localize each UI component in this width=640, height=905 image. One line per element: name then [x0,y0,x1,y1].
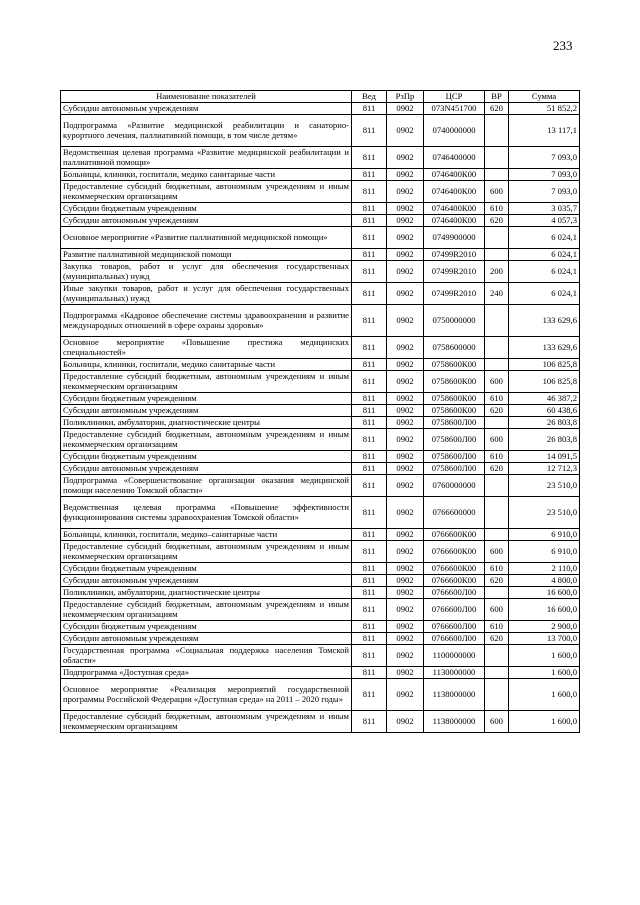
row-sum-cell: 16 600,0 [509,599,580,621]
row-csr-cell: 0766600К00 [424,575,485,587]
header-name: Наименование показателей [61,91,352,103]
row-name-cell: Субсидии автономным учреждениям [61,215,352,227]
table-row [61,359,580,371]
row-name-cell: Предоставление субсидий бюджетным, автономным учреждениям и иным некоммерческим организациям [61,599,352,621]
table-row [61,169,580,181]
row-rzpr-cell: 0902 [387,181,424,203]
row-rzpr-cell: 0902 [387,679,424,711]
row-ved-cell: 811 [352,337,387,359]
row-ved-cell: 811 [352,169,387,181]
row-sum-cell: 106 825,8 [509,371,580,393]
row-csr-cell: 1138000000 [424,679,485,711]
row-csr-cell: 0766600К00 [424,563,485,575]
row-csr-cell: 0758600К00 [424,405,485,417]
table-row [61,181,580,203]
table-body [61,103,580,733]
row-csr-cell: 0750000000 [424,305,485,337]
row-ved-cell: 811 [352,261,387,283]
row-name-cell: Предоставление субсидий бюджетным, автономным учреждениям и иным некоммерческим организациям [61,541,352,563]
row-vr-cell: 200 [485,261,509,283]
row-csr-cell: 07499R2010 [424,249,485,261]
row-vr-cell [485,529,509,541]
row-vr-cell [485,667,509,679]
row-sum-cell: 2 110,0 [509,563,580,575]
table-row [61,429,580,451]
row-rzpr-cell: 0902 [387,711,424,733]
row-vr-cell: 620 [485,405,509,417]
row-ved-cell: 811 [352,393,387,405]
row-rzpr-cell: 0902 [387,599,424,621]
table-row [61,667,580,679]
row-vr-cell [485,337,509,359]
table-row [61,529,580,541]
row-rzpr-cell: 0902 [387,359,424,371]
row-sum-cell: 6 024,1 [509,261,580,283]
row-rzpr-cell: 0902 [387,575,424,587]
row-vr-cell: 610 [485,451,509,463]
row-vr-cell: 610 [485,563,509,575]
row-ved-cell: 811 [352,359,387,371]
row-name-cell: Развитие паллиативной медицинской помощи [61,249,352,261]
row-vr-cell [485,645,509,667]
row-rzpr-cell: 0902 [387,667,424,679]
table-row [61,115,580,147]
row-csr-cell: 0758600К00 [424,359,485,371]
row-ved-cell: 811 [352,497,387,529]
header-rzpr: РзПр [387,91,424,103]
row-rzpr-cell: 0902 [387,529,424,541]
row-sum-cell: 7 093,0 [509,147,580,169]
row-sum-cell: 133 629,6 [509,305,580,337]
table-row [61,337,580,359]
row-vr-cell [485,305,509,337]
row-csr-cell: 0746400К00 [424,215,485,227]
table-row [61,621,580,633]
row-vr-cell [485,417,509,429]
row-sum-cell: 1 600,0 [509,667,580,679]
row-name-cell: Иные закупки товаров, работ и услуг для обеспечения государственных (муниципальных) нужд [61,283,352,305]
row-vr-cell: 620 [485,633,509,645]
row-name-cell: Подпрограмма «Совершенствование организации оказания медицинской помощи населению Томской области» [61,475,352,497]
row-name-cell: Субсидии бюджетным учреждениям [61,563,352,575]
row-ved-cell: 811 [352,215,387,227]
row-vr-cell: 620 [485,463,509,475]
header-sum: Сумма [509,91,580,103]
row-sum-cell: 16 600,0 [509,587,580,599]
row-csr-cell: 0758600Л00 [424,451,485,463]
row-rzpr-cell: 0902 [387,261,424,283]
row-name-cell: Больницы, клиники, госпитали, медико–санитарные части [61,529,352,541]
table-row [61,147,580,169]
row-name-cell: Больницы, клиники, госпитали, медико санитарные части [61,169,352,181]
row-sum-cell: 13 117,1 [509,115,580,147]
row-ved-cell: 811 [352,541,387,563]
table-row [61,599,580,621]
row-ved-cell: 811 [352,283,387,305]
row-vr-cell [485,359,509,371]
row-csr-cell: 0766600К00 [424,529,485,541]
row-csr-cell: 0766600Л00 [424,633,485,645]
row-sum-cell: 1 600,0 [509,679,580,711]
row-ved-cell: 811 [352,645,387,667]
row-rzpr-cell: 0902 [387,633,424,645]
row-vr-cell [485,497,509,529]
row-vr-cell: 620 [485,103,509,115]
row-csr-cell: 0766600000 [424,497,485,529]
row-ved-cell: 811 [352,103,387,115]
row-ved-cell: 811 [352,147,387,169]
row-sum-cell: 6 024,1 [509,249,580,261]
row-rzpr-cell: 0902 [387,541,424,563]
row-vr-cell [485,169,509,181]
row-ved-cell: 811 [352,633,387,645]
row-vr-cell: 600 [485,541,509,563]
row-name-cell: Субсидии автономным учреждениям [61,103,352,115]
row-sum-cell: 6 910,0 [509,541,580,563]
row-sum-cell: 4 057,3 [509,215,580,227]
table-row [61,463,580,475]
row-vr-cell: 240 [485,283,509,305]
row-sum-cell: 23 510,0 [509,497,580,529]
row-sum-cell: 2 900,0 [509,621,580,633]
row-csr-cell: 0758600Л00 [424,463,485,475]
row-csr-cell: 1100000000 [424,645,485,667]
row-vr-cell: 620 [485,575,509,587]
row-sum-cell: 3 035,7 [509,203,580,215]
row-name-cell: Основное мероприятие «Реализация мероприятий государственной программы Российской Федерации «Доступная среда» на 2011 – 2020 годы» [61,679,352,711]
row-vr-cell [485,475,509,497]
row-sum-cell: 51 852,2 [509,103,580,115]
table-row [61,711,580,733]
table-row [61,497,580,529]
table-row [61,417,580,429]
row-name-cell: Основное мероприятие «Развитие паллиативной медицинской помощи» [61,227,352,249]
row-sum-cell: 13 700,0 [509,633,580,645]
row-vr-cell [485,587,509,599]
table-row [61,261,580,283]
row-rzpr-cell: 0902 [387,169,424,181]
row-csr-cell: 1130000000 [424,667,485,679]
row-sum-cell: 12 712,3 [509,463,580,475]
row-sum-cell: 7 093,0 [509,181,580,203]
row-name-cell: Предоставление субсидий бюджетным, автономным учреждениям и иным некоммерческим организациям [61,181,352,203]
header-ved: Вед [352,91,387,103]
row-csr-cell: 0766600Л00 [424,621,485,633]
table-row [61,587,580,599]
row-csr-cell: 073N451700 [424,103,485,115]
table-row [61,451,580,463]
row-vr-cell: 610 [485,393,509,405]
row-sum-cell: 4 800,0 [509,575,580,587]
row-name-cell: Поликлиники, амбулатории, диагностические центры [61,587,352,599]
header-csr: ЦСР [424,91,485,103]
row-sum-cell: 1 600,0 [509,645,580,667]
row-ved-cell: 811 [352,249,387,261]
table-row [61,249,580,261]
table-row [61,371,580,393]
row-csr-cell: 0746400К00 [424,203,485,215]
row-csr-cell: 07499R2010 [424,261,485,283]
row-vr-cell: 600 [485,181,509,203]
row-ved-cell: 811 [352,371,387,393]
table-header-row [61,91,580,103]
row-rzpr-cell: 0902 [387,305,424,337]
row-csr-cell: 0758600000 [424,337,485,359]
row-sum-cell: 133 629,6 [509,337,580,359]
row-name-cell: Субсидии бюджетным учреждениям [61,451,352,463]
table-row [61,103,580,115]
row-rzpr-cell: 0902 [387,463,424,475]
row-csr-cell: 0766600Л00 [424,599,485,621]
row-rzpr-cell: 0902 [387,621,424,633]
budget-table [60,90,580,733]
table-row [61,541,580,563]
row-ved-cell: 811 [352,599,387,621]
row-rzpr-cell: 0902 [387,587,424,599]
row-ved-cell: 811 [352,667,387,679]
table-row [61,393,580,405]
header-vr: ВР [485,91,509,103]
table-row [61,215,580,227]
table-row [61,575,580,587]
row-name-cell: Закупка товаров, работ и услуг для обеспечения государственных (муниципальных) нужд [61,261,352,283]
row-rzpr-cell: 0902 [387,417,424,429]
row-name-cell: Государственная программа «Социальная поддержка населения Томской области» [61,645,352,667]
row-ved-cell: 811 [352,429,387,451]
row-vr-cell [485,679,509,711]
row-ved-cell: 811 [352,475,387,497]
row-name-cell: Субсидии бюджетным учреждениям [61,393,352,405]
row-sum-cell: 26 803,8 [509,417,580,429]
row-rzpr-cell: 0902 [387,563,424,575]
row-rzpr-cell: 0902 [387,371,424,393]
row-name-cell: Субсидии автономным учреждениям [61,405,352,417]
row-sum-cell: 46 387,2 [509,393,580,405]
table-row [61,633,580,645]
table-row [61,563,580,575]
row-ved-cell: 811 [352,621,387,633]
table-row [61,405,580,417]
row-vr-cell: 620 [485,215,509,227]
row-rzpr-cell: 0902 [387,451,424,463]
row-sum-cell: 6 024,1 [509,283,580,305]
row-name-cell: Субсидии автономным учреждениям [61,633,352,645]
row-ved-cell: 811 [352,181,387,203]
row-csr-cell: 0766600Л00 [424,587,485,599]
row-csr-cell: 07499R2010 [424,283,485,305]
row-name-cell: Подпрограмма «Доступная среда» [61,667,352,679]
row-vr-cell: 600 [485,711,509,733]
row-rzpr-cell: 0902 [387,203,424,215]
table-row [61,679,580,711]
row-csr-cell: 0760000000 [424,475,485,497]
row-rzpr-cell: 0902 [387,249,424,261]
row-csr-cell: 0746400К00 [424,181,485,203]
row-ved-cell: 811 [352,417,387,429]
row-ved-cell: 811 [352,575,387,587]
table-row [61,475,580,497]
row-sum-cell: 14 091,5 [509,451,580,463]
row-vr-cell: 610 [485,621,509,633]
row-ved-cell: 811 [352,451,387,463]
row-csr-cell: 0758600Л00 [424,429,485,451]
row-name-cell: Поликлиники, амбулатории, диагностические центры [61,417,352,429]
row-vr-cell: 600 [485,371,509,393]
table-row [61,305,580,337]
row-vr-cell: 600 [485,429,509,451]
row-sum-cell: 60 438,6 [509,405,580,417]
row-vr-cell [485,147,509,169]
row-csr-cell: 0758600К00 [424,393,485,405]
row-name-cell: Ведомственная целевая программа «Повышение эффективности функционирования системы здравоохранения Томской области» [61,497,352,529]
row-ved-cell: 811 [352,563,387,575]
row-sum-cell: 7 093,0 [509,169,580,181]
row-csr-cell: 1138000000 [424,711,485,733]
row-sum-cell: 106 825,8 [509,359,580,371]
row-rzpr-cell: 0902 [387,337,424,359]
row-name-cell: Предоставление субсидий бюджетным, автономным учреждениям и иным некоммерческим организациям [61,429,352,451]
row-rzpr-cell: 0902 [387,645,424,667]
table-row [61,645,580,667]
row-rzpr-cell: 0902 [387,283,424,305]
table-row [61,283,580,305]
row-rzpr-cell: 0902 [387,215,424,227]
row-vr-cell [485,115,509,147]
row-csr-cell: 0758600К00 [424,371,485,393]
row-csr-cell: 0758600Л00 [424,417,485,429]
row-sum-cell: 26 803,8 [509,429,580,451]
row-ved-cell: 811 [352,711,387,733]
row-csr-cell: 0746400К00 [424,169,485,181]
row-ved-cell: 811 [352,203,387,215]
row-rzpr-cell: 0902 [387,497,424,529]
page-number: 233 [553,38,573,53]
row-csr-cell: 0766600К00 [424,541,485,563]
row-name-cell: Предоставление субсидий бюджетным, автономным учреждениям и иным некоммерческим организациям [61,371,352,393]
row-ved-cell: 811 [352,463,387,475]
row-vr-cell [485,249,509,261]
row-ved-cell: 811 [352,587,387,599]
row-csr-cell: 0746400000 [424,147,485,169]
row-name-cell: Предоставление субсидий бюджетным, автономным учреждениям и иным некоммерческим организациям [61,711,352,733]
row-ved-cell: 811 [352,115,387,147]
row-rzpr-cell: 0902 [387,147,424,169]
row-name-cell: Субсидии автономным учреждениям [61,575,352,587]
row-ved-cell: 811 [352,227,387,249]
row-csr-cell: 0749900000 [424,227,485,249]
row-name-cell: Субсидии бюджетным учреждениям [61,621,352,633]
row-rzpr-cell: 0902 [387,475,424,497]
row-name-cell: Больницы, клиники, госпитали, медико санитарные части [61,359,352,371]
row-vr-cell: 600 [485,599,509,621]
row-ved-cell: 811 [352,405,387,417]
row-rzpr-cell: 0902 [387,227,424,249]
row-name-cell: Подпрограмма «Развитие медицинской реабилитации и санаторно-курортного лечения, паллиативной помощи, в том числе детям» [61,115,352,147]
row-ved-cell: 811 [352,305,387,337]
row-rzpr-cell: 0902 [387,405,424,417]
row-name-cell: Субсидии бюджетным учреждениям [61,203,352,215]
row-sum-cell: 6 910,0 [509,529,580,541]
row-name-cell: Основное мероприятие «Повышение престижа медицинских специальностей» [61,337,352,359]
row-rzpr-cell: 0902 [387,115,424,147]
row-name-cell: Субсидии автономным учреждениям [61,463,352,475]
table-row [61,227,580,249]
row-rzpr-cell: 0902 [387,103,424,115]
row-name-cell: Ведомственная целевая программа «Развитие медицинской реабилитации и паллиативной помощи» [61,147,352,169]
row-rzpr-cell: 0902 [387,429,424,451]
row-sum-cell: 23 510,0 [509,475,580,497]
row-ved-cell: 811 [352,679,387,711]
row-csr-cell: 0740000000 [424,115,485,147]
row-vr-cell: 610 [485,203,509,215]
row-rzpr-cell: 0902 [387,393,424,405]
row-ved-cell: 811 [352,529,387,541]
row-sum-cell: 6 024,1 [509,227,580,249]
row-sum-cell: 1 600,0 [509,711,580,733]
row-vr-cell [485,227,509,249]
row-name-cell: Подпрограмма «Кадровое обеспечение системы здравоохранения и развитие международных отношений в сфере охраны здоровья» [61,305,352,337]
table-row [61,203,580,215]
